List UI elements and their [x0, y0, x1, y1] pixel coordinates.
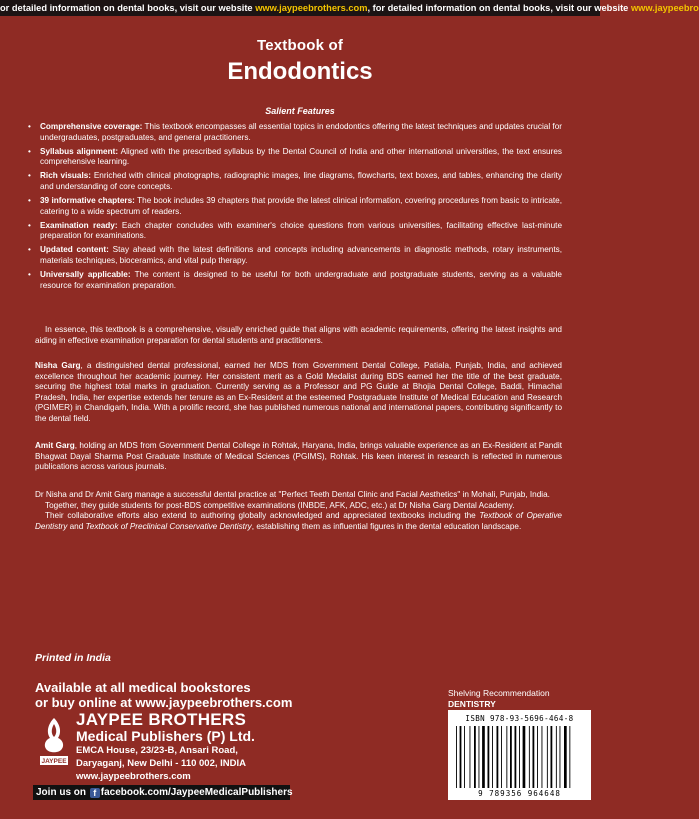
author-bio-nisha	[35, 361, 562, 425]
feature-text: Stay ahead with the latest definitions and concepts including advancements in diagnostic methods, rotary instruments, materials techniques, bioceramics, and vital pulp therapy.	[40, 245, 562, 266]
printed-in: Printed in India	[35, 652, 111, 664]
barcode-box	[448, 710, 591, 800]
banner-link[interactable]: www.jaypeebro	[630, 3, 699, 13]
practice-text: and	[67, 521, 86, 531]
isbn-text: ISBN 978-93-5696-464-8	[465, 714, 574, 723]
practice-line: Together, they guide students for post-BDS competitive examinations (INBDE, AFK, ADC, etc.) at Dr Nisha Garg Dental Academy.	[45, 500, 515, 510]
feature-term: Universally applicable:	[40, 270, 131, 280]
book-subtitle: Textbook of	[256, 37, 344, 54]
feature-term: Rich visuals:	[40, 171, 92, 181]
feature-item	[28, 245, 562, 266]
book-title: Endodontics	[227, 58, 373, 85]
feature-term: 39 informative chapters:	[40, 196, 135, 206]
bullet: •	[28, 196, 31, 206]
practice-paragraph	[35, 490, 562, 532]
feature-item	[28, 221, 562, 242]
summary-paragraph: In essence, this textbook is a comprehensive, visually enriched guide that aligns with academic requirements, offering the latest insights and aiding in effective examination preparation for dental students and practitioners.	[35, 325, 562, 345]
availability-block	[35, 680, 292, 710]
publisher-name: JAYPEE BROTHERS	[76, 710, 247, 729]
salient-features-heading: Salient Features	[265, 106, 335, 116]
publisher-name-sub: Medical Publishers (P) Ltd.	[76, 728, 255, 744]
author-bio-amit	[35, 441, 562, 473]
publisher-address: Daryaganj, New Delhi - 110 002, INDIA	[76, 758, 247, 769]
author-bio-text: , a distinguished dental professional, earned her MDS from Government Dental College, Patiala, Punjab, India, and achieved excellence throughout her academic journey. Her consistent merit as a Gold Medalist during BDS earned her the title of the best graduate, securing the highest total marks in graduation. Currently serving as a Professor and PG Guide at Bhojia Dental College, Baddi, Himachal Pradesh, India, her expertise extends her tenure as an Ex-Resident at the esteemed Postgraduate Institute of Medical Education and Research (PGIMER) in Chandigarh, India. With a prolific record, she has published numerous national and international papers, contributing significantly to the dental field.	[35, 361, 562, 423]
top-banner	[0, 0, 699, 16]
bullet: •	[28, 245, 31, 255]
facebook-icon: f	[90, 788, 100, 798]
feature-term: Comprehensive coverage:	[40, 122, 143, 131]
publisher-address: EMCA House, 23/23-B, Ansari Road,	[76, 745, 238, 756]
publisher-block	[76, 711, 255, 783]
banner-text: or detailed information on dental books, visit our website	[0, 3, 256, 13]
jaypee-logo-icon	[38, 716, 70, 766]
practice-text: , establishing them as influential figures in the dental education landscape.	[251, 521, 522, 531]
author-bio-text: , holding an MDS from Government Dental College in Rohtak, Haryana, India, brings valuable experience as an Ex-Resident at Pandit Bhagwat Dayal Sharma Post Graduate Institute of Medical Sciences (PGIMS), Rohtak. His keen interest in research is reflected in numerous publications across various journals.	[35, 441, 562, 472]
feature-text: Each chapter concludes with examiner's choice questions from various universities, facilitating effective last-minute preparation for examinations.	[40, 220, 562, 241]
shelving-label: Shelving Recommendation	[448, 688, 550, 698]
availability-line: Available at all medical bookstores	[35, 680, 251, 695]
bullet: •	[28, 171, 31, 181]
feature-item	[28, 122, 562, 143]
banner-text: , for detailed information on dental books, visit our website	[367, 3, 631, 13]
social-prefix: Join us on	[36, 787, 89, 798]
shelving-recommendation	[448, 688, 550, 710]
barcode-digits: 9 789356 964648	[478, 789, 561, 798]
banner-link[interactable]: www.jaypeebrothers.com	[255, 3, 368, 13]
feature-text: The book includes 39 chapters that provide the latest clinical information, covering procedures from basic to intricate, catering to a wide spectrum of readers.	[40, 196, 562, 216]
book-reference: Textbook of Preclinical Conservative Dentistry	[85, 521, 252, 531]
bullet: •	[28, 220, 31, 230]
feature-item	[28, 196, 562, 217]
features-list	[28, 122, 562, 295]
logo-text: JAYPEE	[41, 758, 67, 765]
feature-text: Aligned with the prescribed syllabus by the Dental Council of India and other international universities, the text ensures comprehensive learning.	[40, 146, 562, 167]
feature-item	[28, 147, 562, 168]
feature-text: This textbook encompasses all essential topics in endodontics offering the latest techniques and updates crucial for undergraduates, postgraduates, and general practitioners.	[40, 122, 562, 142]
feature-item	[28, 270, 562, 291]
bullet: •	[28, 122, 31, 131]
bullet: •	[28, 146, 31, 156]
jaypee-logo	[38, 716, 70, 766]
availability-line: or buy online at www.jaypeebrothers.com	[35, 695, 293, 710]
practice-text: Their collaborative efforts also extend to authoring globally acknowledged and appreciated textbooks including the	[45, 511, 480, 521]
feature-text: The content is designed to be useful for both undergraduate and postgraduate students, serving as a valuable resource for examination preparation.	[40, 270, 562, 290]
feature-term: Syllabus alignment:	[40, 146, 119, 156]
feature-text: Enriched with clinical photographs, radiographic images, line diagrams, flowcharts, text boxes, and tables, enhancing the clarity and understanding of core concepts.	[40, 171, 563, 191]
feature-term: Updated content:	[40, 245, 109, 255]
social-handle[interactable]: facebook.com/JaypeeMedicalPublishers	[100, 787, 293, 798]
practice-line-books	[35, 511, 562, 532]
social-bar[interactable]	[33, 785, 293, 800]
author-name: Nisha Garg	[35, 361, 81, 370]
barcode-icon	[454, 726, 585, 788]
feature-item	[28, 171, 562, 192]
book-reference: Textbook of Operative Dentistry	[35, 511, 562, 531]
bullet: •	[28, 270, 31, 280]
publisher-website[interactable]: www.jaypeebrothers.com	[76, 771, 191, 782]
feature-term: Examination ready:	[40, 220, 118, 230]
author-name: Amit Garg	[35, 441, 75, 450]
shelving-category: DENTISTRY	[448, 699, 496, 709]
practice-line: Dr Nisha and Dr Amit Garg manage a successful dental practice at "Perfect Teeth Dental Clinic and Facial Aesthetics" in Mohali, Punjab, India.	[35, 490, 550, 499]
